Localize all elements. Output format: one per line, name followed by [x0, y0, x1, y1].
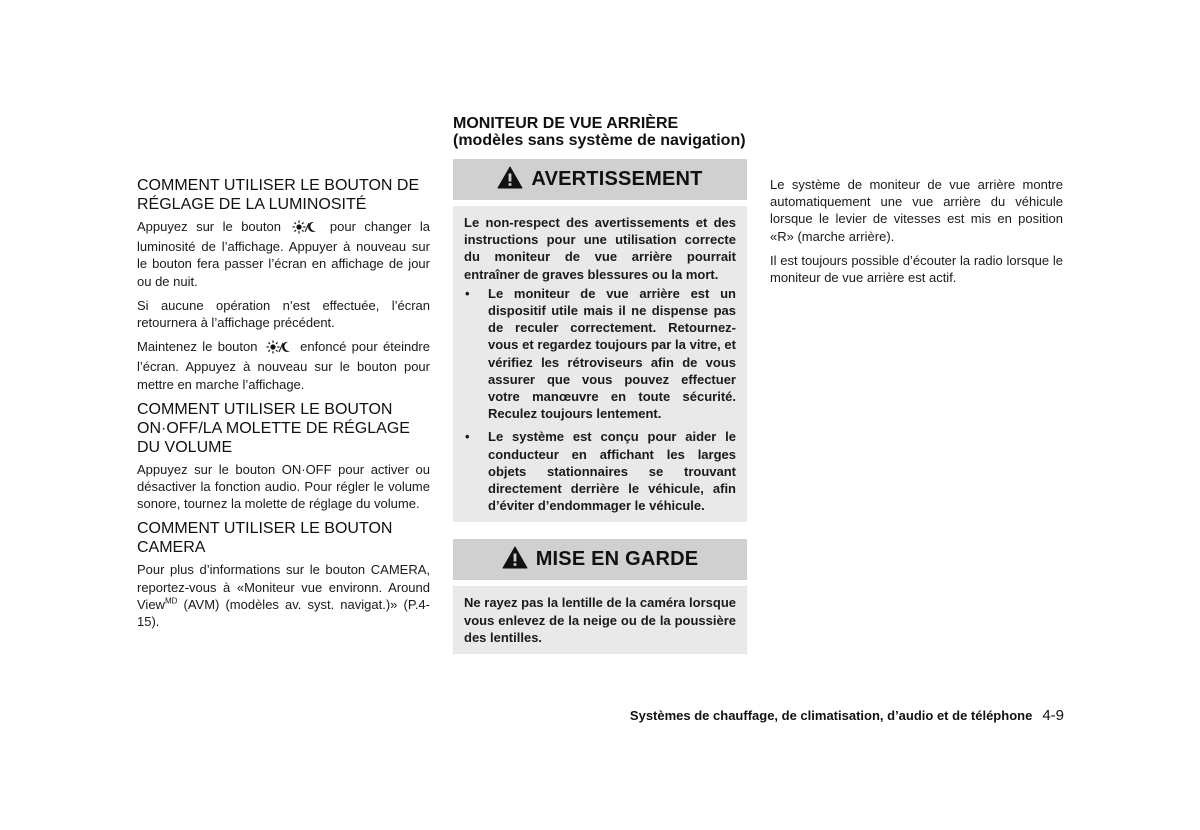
left-column — [137, 176, 430, 637]
warning-body — [453, 206, 747, 522]
bullet: • — [465, 429, 470, 445]
right-column — [770, 176, 1063, 293]
brightness-p1-start: Appuyez sur le bouton — [137, 219, 281, 234]
warning-label: AVERTISSEMENT — [531, 168, 703, 190]
footer-section-title: Systèmes de chauffage, de climatisation, d’audio et de téléphone — [629, 708, 1033, 723]
rear-view-paragraph-1: Le système de moniteur de vue arrière montre automatiquement une vue arrière du véhicule lorsque le levier de vitesses est mis en position «R» (marche arrière). — [770, 177, 1063, 244]
sun-moon-icon — [266, 340, 292, 358]
caution-header — [453, 539, 747, 580]
volume-paragraph: Appuyez sur le bouton ON·OFF pour activer ou désactiver la fonction audio. Pour régler le volume sonore, tournez la molette de réglage du volume. — [137, 461, 430, 512]
bullet: • — [465, 285, 470, 301]
brightness-p3-start: Maintenez le bouton — [137, 339, 258, 355]
warning-header — [453, 159, 747, 200]
camera-paragraph — [137, 561, 430, 630]
warning-item-text: Le système est conçu pour aider le conducteur en affichant les larges objets stationnaires se trouvant directement derrière le véhicule, afin d’éviter d’endommager le véhicule. — [488, 429, 736, 514]
caution-body — [453, 586, 747, 654]
page-number: 4-9 — [1042, 707, 1064, 724]
brightness-p3-end: enfoncé pour éteindre l’écran. Appuyez à nouveau sur le bouton pour mettre en marche l’affichage. — [137, 339, 430, 392]
brightness-p1-end: pour changer la luminosité de l’affichage. Appuyer à nouveau sur le bouton fera passer l’écran en affichage de jour ou de nuit. — [137, 219, 430, 289]
warning-item — [464, 285, 736, 423]
warning-item — [464, 428, 736, 514]
warning-intro: Le non-respect des avertissements et des instructions pour une utilisation correcte du moniteur de vue arrière pourrait entraîner de graves blessures ou la mort. — [464, 215, 736, 282]
volume-section-heading: COMMENT UTILISER LE BOUTON ON·OFF/LA MOLETTE DE RÉGLAGE DU VOLUME — [137, 400, 410, 456]
middle-column — [453, 115, 747, 654]
sun-moon-icon — [292, 220, 318, 238]
warning-triangle-icon — [497, 166, 523, 194]
brightness-section-heading: COMMENT UTILISER LE BOUTON DE RÉGLAGE DE LA LUMINOSITÉ — [137, 177, 420, 213]
camera-section-heading: COMMENT UTILISER LE BOUTON CAMERA — [137, 520, 393, 557]
brightness-paragraph-1 — [137, 218, 430, 290]
camera-p-start: Pour plus d’informations sur le bouton CAMERA, reportez-vous à «Moniteur vue environn. Around View — [137, 562, 430, 612]
warning-item-text: Le moniteur de vue arrière est un dispositif utile mais il ne dispense pas de reculer correctement. Retournez-vous et regardez toujours par la vitre, et vérifiez les rétroviseurs afin de vous assurer que vous pouvez effectuer votre manœuvre en toute sécurité. Reculez toujours lentement. — [488, 285, 736, 422]
camera-p-end: (AVM) (modèles av. syst. navigat.)» (P.4-15). — [137, 596, 430, 630]
rear-view-monitor-title: MONITEUR DE VUE ARRIÈRE (modèles sans système de navigation) — [453, 115, 746, 149]
trademark-sup: MD — [164, 596, 178, 606]
caution-text: Ne rayez pas la lentille de la caméra lorsque vous enlevez de la neige ou de la poussière des lentilles. — [464, 595, 736, 645]
rear-view-paragraph-2: Il est toujours possible d’écouter la radio lorsque le moniteur de vue arrière est actif. — [770, 252, 1063, 286]
brightness-paragraph-2: Si aucune opération n’est effectuée, l’écran retournera à l’affichage précédent. — [137, 297, 430, 331]
warning-list — [464, 285, 736, 515]
brightness-paragraph-3 — [137, 338, 430, 393]
page-footer — [560, 707, 1064, 724]
warning-triangle-icon — [502, 546, 528, 574]
caution-label: MISE EN GARDE — [535, 548, 699, 571]
